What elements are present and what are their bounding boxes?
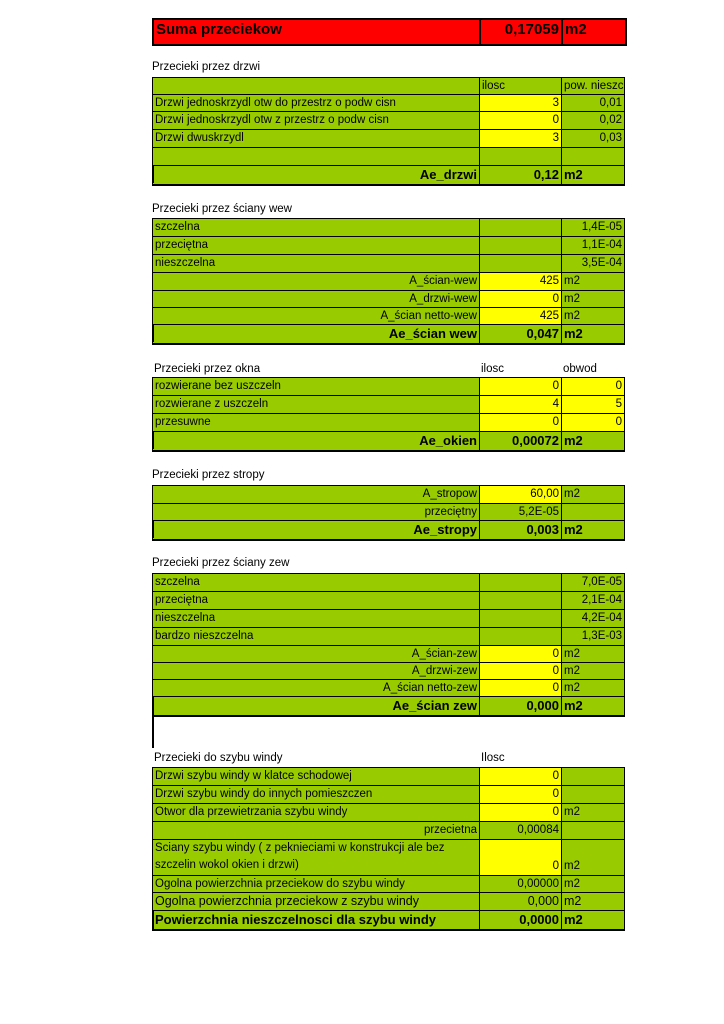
- row-value: 1,3E-03: [581, 630, 622, 642]
- left-border: [152, 910, 154, 930]
- row-value: 0,03: [599, 132, 622, 144]
- row-value[interactable]: 425: [480, 308, 562, 326]
- row-value: 0,000: [480, 893, 562, 911]
- total-value: 0,047: [480, 325, 562, 343]
- total-unit: m2: [564, 326, 583, 341]
- row-perimeter[interactable]: 0: [562, 378, 624, 396]
- row-label: przeciętna: [153, 592, 480, 610]
- row-value: 0,00000: [480, 876, 562, 894]
- summary-row[interactable]: [152, 18, 627, 46]
- row-value: 1,1E-04: [581, 239, 622, 251]
- row-label: A_stropow: [153, 486, 480, 504]
- row-value[interactable]: 425: [480, 273, 562, 291]
- table-row[interactable]: [152, 839, 625, 877]
- table-row[interactable]: [152, 218, 625, 238]
- total-label: Ae_ścian zew: [153, 697, 480, 715]
- table-row[interactable]: [152, 254, 625, 274]
- row-label: rozwierane z uszczeln: [153, 396, 480, 414]
- row-value: 0,02: [599, 114, 622, 126]
- row-label: przecietna: [153, 822, 480, 840]
- table-row[interactable]: [152, 111, 625, 131]
- table-row[interactable]: [152, 129, 625, 149]
- total-unit: m2: [564, 433, 583, 448]
- row-unit: m2: [564, 310, 580, 322]
- left-border: [152, 165, 154, 183]
- total-unit: m2: [564, 912, 583, 927]
- row-label: Drzwi dwuskrzydl: [153, 130, 480, 148]
- row-label: Otwor dla przewietrzania szybu windy: [153, 804, 480, 822]
- row-unit: m2: [564, 648, 580, 660]
- left-border: [152, 696, 154, 748]
- table-row[interactable]: [152, 377, 625, 397]
- row-label: A_ścian netto-wew: [153, 308, 480, 326]
- doors-total-row[interactable]: [152, 165, 625, 186]
- row-value[interactable]: 0: [480, 768, 562, 786]
- row-label: A_ścian netto-zew: [153, 680, 480, 698]
- row-value: 5,2E-05: [480, 504, 562, 522]
- table-row[interactable]: [152, 236, 625, 256]
- row-value[interactable]: 60,00: [480, 486, 562, 504]
- row-perimeter[interactable]: 0: [562, 414, 624, 432]
- row-unit: m2: [564, 682, 580, 694]
- table-row[interactable]: [152, 591, 625, 611]
- row-unit: m2: [564, 894, 582, 908]
- total-unit: m2: [564, 698, 583, 713]
- shaft-total-row[interactable]: [152, 910, 625, 931]
- row-label: Sciany szybu windy ( z peknieciami w konstrukcji ale bez szczelin wokol okien i drzwi): [153, 840, 480, 876]
- row-unit: m2: [564, 488, 580, 500]
- row-label: nieszczelna: [153, 610, 480, 628]
- inner-walls-total-row[interactable]: [152, 324, 625, 345]
- table-row[interactable]: [152, 609, 625, 629]
- row-value: 0,01: [599, 97, 622, 109]
- table-row[interactable]: [152, 767, 625, 787]
- row-count[interactable]: 0: [480, 414, 562, 432]
- total-value: 0,000: [480, 697, 562, 715]
- summary-value: 0,17059: [481, 20, 563, 44]
- doors-col-area: pow. nieszc: [564, 80, 624, 92]
- row-label: przeciętny: [153, 504, 480, 522]
- table-row[interactable]: [152, 892, 625, 912]
- table-row[interactable]: [152, 803, 625, 823]
- row-label: A_ścian-wew: [153, 273, 480, 291]
- total-value: 0,12: [480, 166, 562, 184]
- row-value: 4,2E-04: [581, 612, 622, 624]
- ceilings-total-row[interactable]: [152, 520, 625, 541]
- row-label: przesuwne: [153, 414, 480, 432]
- row-perimeter[interactable]: 5: [562, 396, 624, 414]
- table-row[interactable]: [152, 785, 625, 805]
- total-unit: m2: [564, 167, 583, 182]
- row-label: szczelna: [153, 574, 480, 592]
- row-label: Drzwi szybu windy w klatce schodowej: [153, 768, 480, 786]
- outer-walls-header: Przecieki przez ściany zew: [152, 557, 290, 569]
- table-row[interactable]: [152, 627, 625, 647]
- row-count[interactable]: 0: [480, 378, 562, 396]
- row-value: 0,00084: [480, 822, 562, 840]
- row-count[interactable]: 3: [480, 95, 562, 113]
- row-label: szczelna: [153, 219, 480, 237]
- shaft-header: Przecieki do szybu windy: [154, 752, 283, 764]
- ceilings-header: Przecieki przez stropy: [152, 469, 265, 481]
- row-label: Ogolna powierzchnia przeciekow do szybu windy: [153, 876, 480, 894]
- left-border: [152, 520, 154, 538]
- row-unit: [562, 768, 624, 786]
- row-value[interactable]: 0: [480, 680, 562, 698]
- total-unit: m2: [564, 522, 583, 537]
- row-value[interactable]: 0: [480, 291, 562, 309]
- left-border: [152, 324, 154, 342]
- summary-unit: m2: [565, 21, 587, 38]
- row-value[interactable]: 0: [480, 663, 562, 681]
- row-value[interactable]: 0: [480, 840, 562, 876]
- row-unit: m2: [564, 275, 580, 287]
- table-row[interactable]: [152, 573, 625, 593]
- shaft-header-row: [152, 750, 623, 768]
- row-value: 7,0E-05: [581, 576, 622, 588]
- total-value: 0,0000: [480, 911, 562, 929]
- row-label: Ogolna powierzchnia przeciekow z szybu windy: [153, 893, 480, 911]
- row-unit: m2: [564, 293, 580, 305]
- row-count[interactable]: 4: [480, 396, 562, 414]
- windows-total-row[interactable]: [152, 431, 625, 452]
- row-label: A_drzwi-zew: [153, 663, 480, 681]
- row-unit: m2: [564, 665, 580, 677]
- table-row[interactable]: [152, 395, 625, 415]
- summary-label: Suma przeciekow: [154, 20, 481, 44]
- table-row[interactable]: [152, 413, 625, 433]
- table-row[interactable]: [152, 821, 625, 841]
- windows-header: Przecieki przez okna: [154, 363, 261, 375]
- row-label: Drzwi jednoskrzydl otw do przestrz o podw cisn: [153, 95, 480, 113]
- doors-header: Przecieki przez drzwi: [152, 61, 260, 73]
- row-label: A_ścian-zew: [153, 646, 480, 664]
- row-value[interactable]: 0: [480, 804, 562, 822]
- shaft-col-count: Ilosc: [481, 752, 505, 764]
- total-value: 0,00072: [480, 432, 562, 450]
- left-border: [152, 18, 154, 42]
- total-label: Powierzchnia nieszczelnosci dla szybu windy: [153, 911, 480, 929]
- doors-col-count: ilosc: [480, 78, 562, 96]
- row-label: przeciętna: [153, 237, 480, 255]
- table-row[interactable]: [152, 485, 625, 505]
- row-label: rozwierane bez uszczeln: [153, 378, 480, 396]
- row-value: 2,1E-04: [581, 594, 622, 606]
- row-label: Drzwi szybu windy do innych pomieszczen: [153, 786, 480, 804]
- row-value: 1,4E-05: [581, 221, 622, 233]
- row-label: bardzo nieszczelna: [153, 628, 480, 646]
- row-label: nieszczelna: [153, 255, 480, 273]
- total-label: Ae_okien: [153, 432, 480, 450]
- row-value: 3,5E-04: [581, 257, 622, 269]
- outer-walls-total-row[interactable]: [152, 696, 625, 717]
- row-value[interactable]: 0: [480, 786, 562, 804]
- row-count[interactable]: 0: [480, 112, 562, 130]
- total-label: Ae_ścian wew: [153, 325, 480, 343]
- windows-col-perimeter: obwod: [563, 363, 597, 375]
- total-label: Ae_stropy: [153, 521, 480, 539]
- row-label: A_drzwi-wew: [153, 291, 480, 309]
- row-unit: m2: [564, 806, 580, 818]
- row-unit: m2: [564, 878, 580, 890]
- row-unit: [562, 786, 624, 804]
- left-border: [152, 431, 154, 449]
- table-row-empty[interactable]: [152, 147, 625, 167]
- inner-walls-header: Przecieki przez ściany wew: [152, 203, 292, 215]
- row-count[interactable]: 3: [480, 130, 562, 148]
- table-row[interactable]: [152, 272, 625, 292]
- total-value: 0,003: [480, 521, 562, 539]
- row-label: Drzwi jednoskrzydl otw z przestrz o podw cisn: [153, 112, 480, 130]
- row-value[interactable]: 0: [480, 646, 562, 664]
- row-unit: m2: [564, 860, 580, 872]
- windows-col-count: ilosc: [481, 363, 505, 375]
- total-label: Ae_drzwi: [153, 166, 480, 184]
